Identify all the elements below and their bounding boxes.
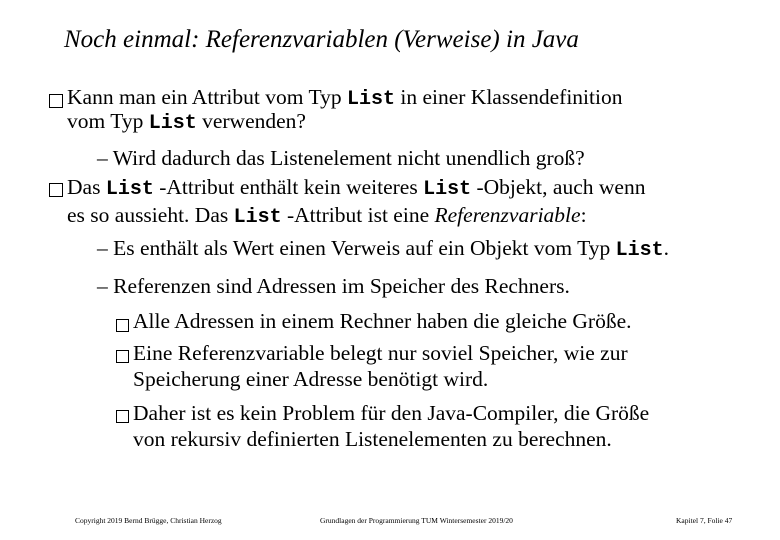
bullet-2-sub-2: – Referenzen sind Adressen im Speicher des Rechners. (97, 274, 570, 298)
bullet-box-icon (116, 350, 129, 363)
emphasis: Referenzvariable (434, 203, 581, 227)
bullet-box-icon (116, 410, 129, 423)
code-list: List (233, 206, 282, 229)
sub-item-3-line-1: Daher ist es kein Problem für den Java-Compiler, die Größe (133, 401, 650, 425)
bullet-box-icon (49, 183, 63, 197)
bullet-box-icon (49, 94, 63, 108)
bullet-1-line-1: Kann man ein Attribut vom Typ List in einer Klassendefinition (67, 85, 623, 111)
bullet-2-line-2: es so aussieht. Das List -Attribut ist eine Referenzvariable: (67, 203, 587, 229)
code-list: List (423, 178, 472, 201)
sub-item-2-line-1: Eine Referenzvariable belegt nur soviel Speicher, wie zur (133, 341, 628, 365)
code-list: List (105, 178, 154, 201)
code-list: List (346, 88, 395, 111)
footer-page: Kapitel 7, Folie 47 (676, 516, 733, 525)
bullet-box-icon (116, 319, 129, 332)
sub-item-2-line-2: Speicherung einer Adresse benötigt wird. (133, 367, 489, 391)
footer-course: Grundlagen der Programmierung TUM Wintersemester 2019/20 (320, 516, 513, 525)
code-list: List (148, 112, 197, 135)
sub-item-1: Alle Adressen in einem Rechner haben die gleiche Größe. (133, 309, 632, 333)
bullet-2-line-1: Das List -Attribut enthält kein weiteres List -Objekt, auch wenn (67, 175, 646, 201)
slide-title: Noch einmal: Referenzvariablen (Verweise) in Java (64, 26, 579, 53)
footer-copyright: Copyright 2019 Bernd Brügge, Christian Herzog (75, 516, 222, 525)
bullet-1-sub: – Wird dadurch das Listenelement nicht unendlich groß? (97, 146, 585, 170)
code-list: List (615, 239, 664, 262)
sub-item-3-line-2: von rekursiv definierten Listenelementen zu berechnen. (133, 427, 612, 451)
bullet-1-line-2: vom Typ List verwenden? (67, 109, 306, 135)
bullet-2-sub-1: – Es enthält als Wert einen Verweis auf ein Objekt vom Typ List. (97, 236, 670, 262)
